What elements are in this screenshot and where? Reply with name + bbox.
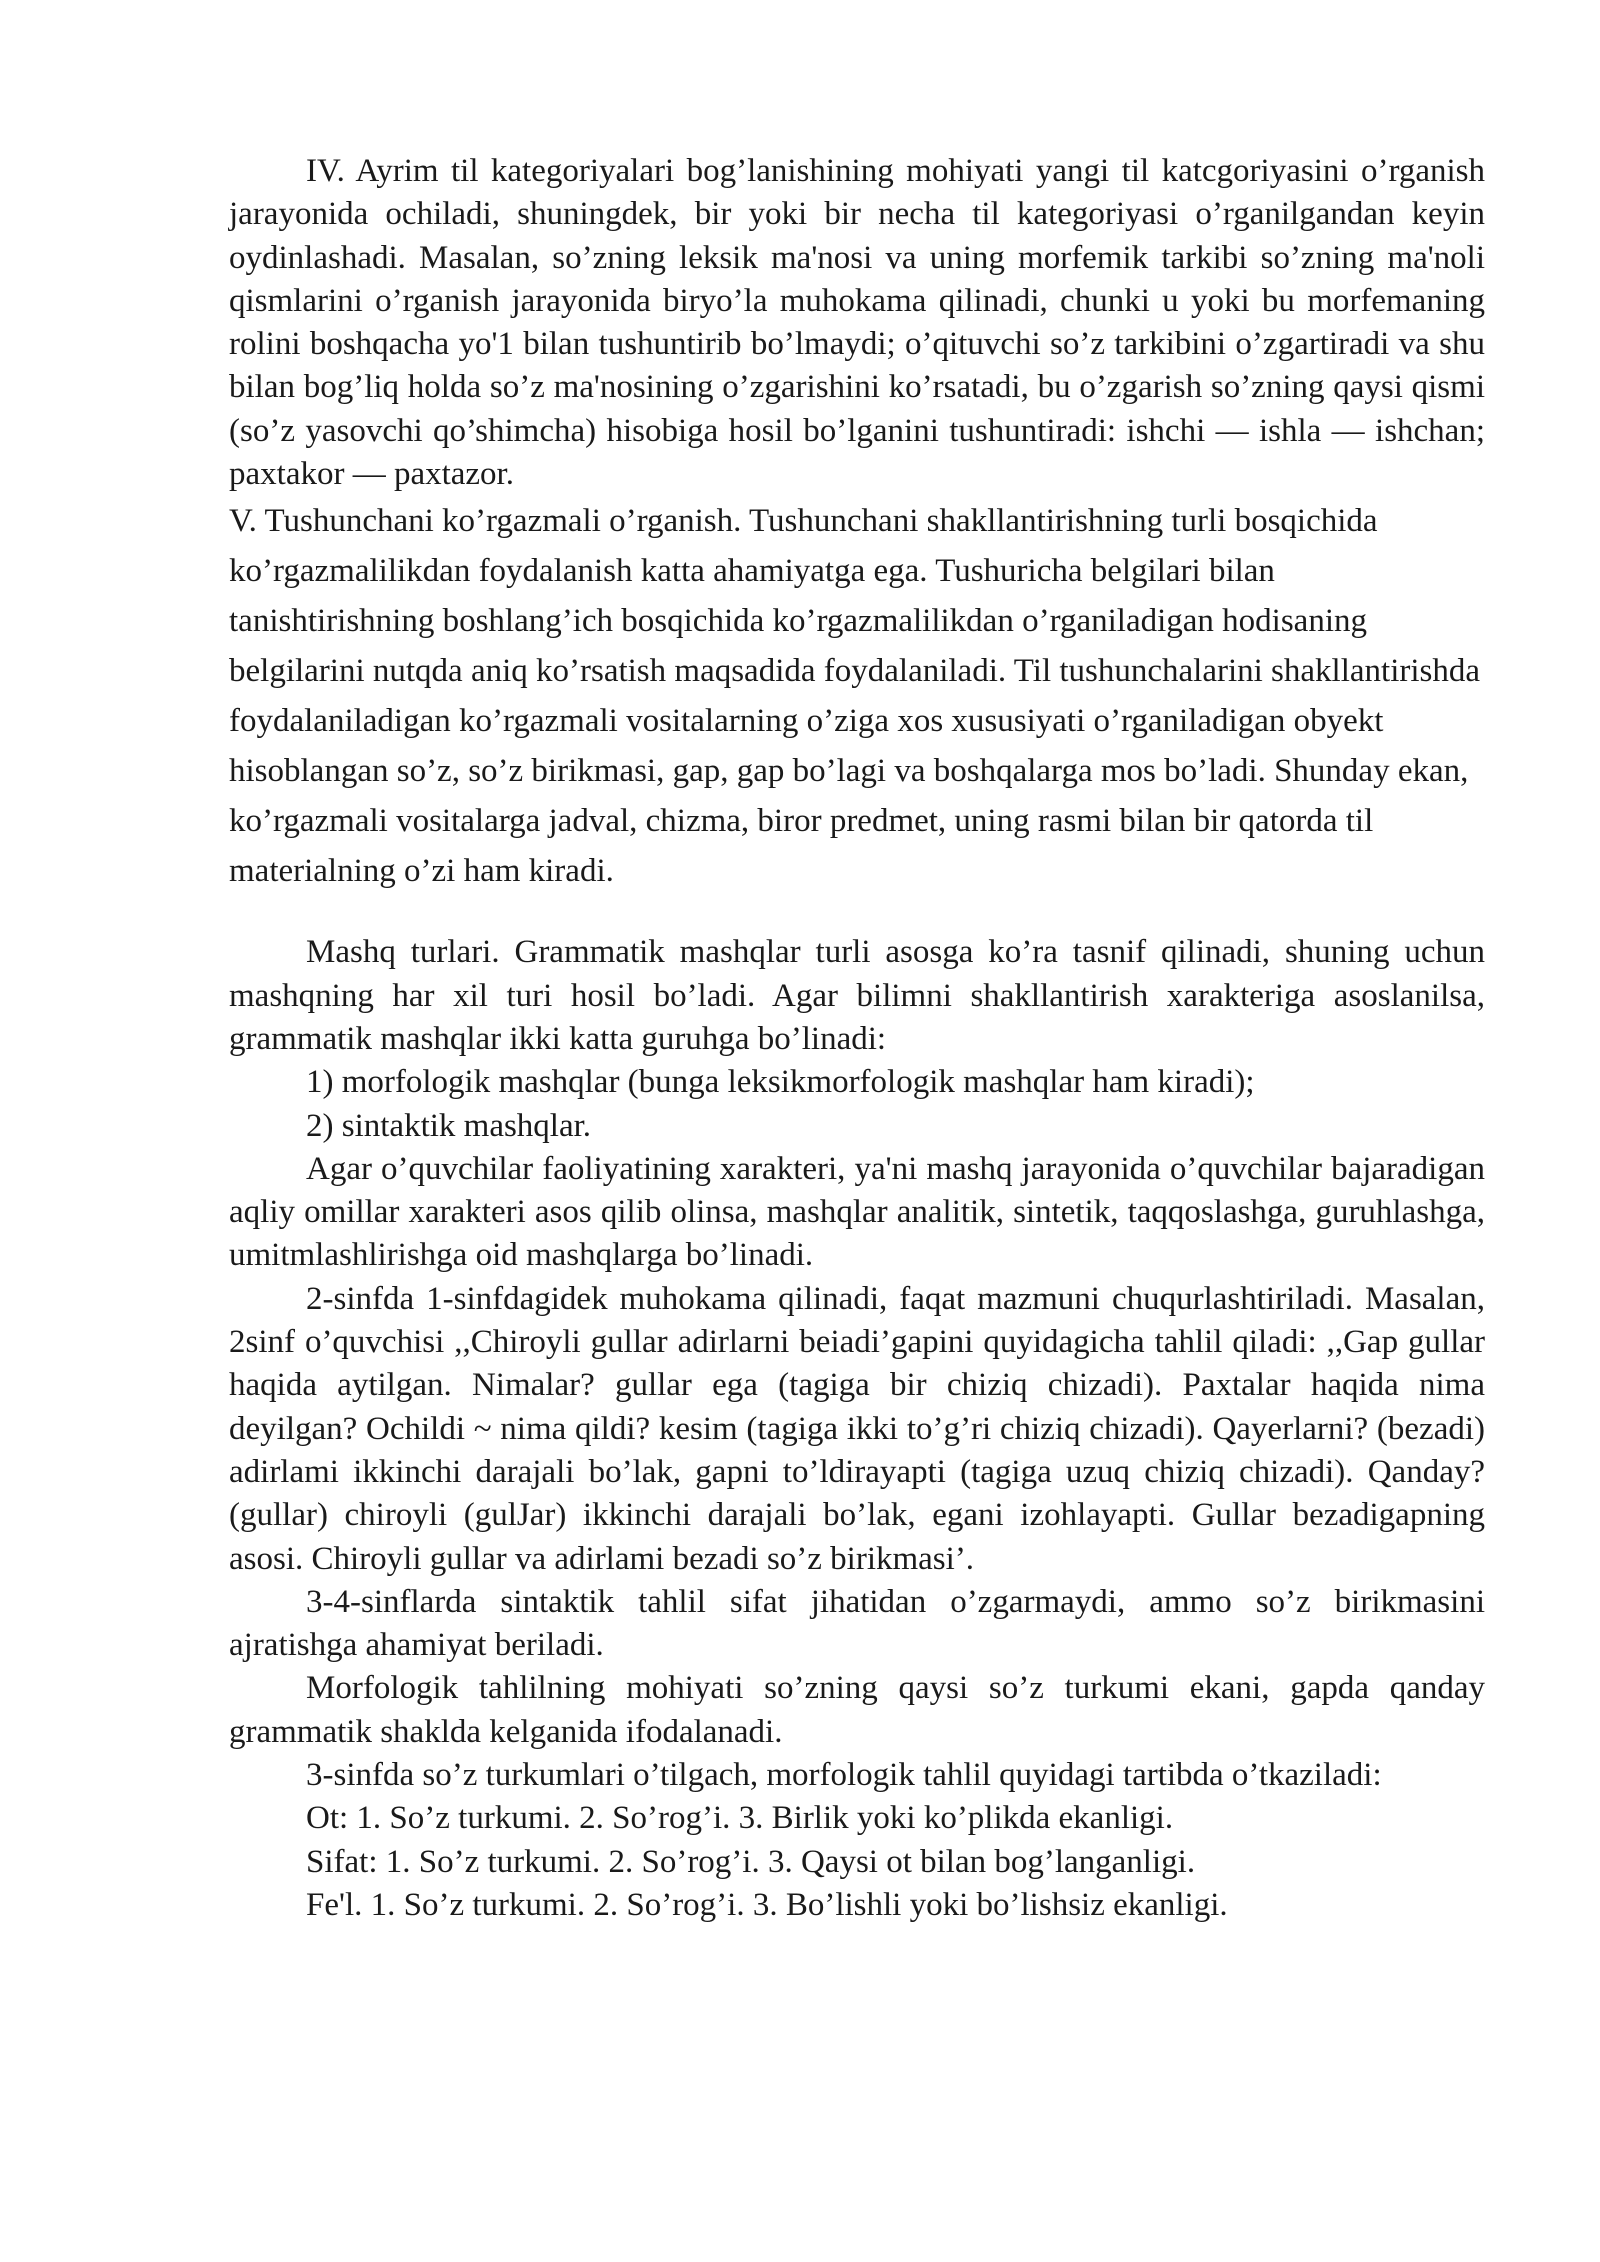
paragraph-mashq-turlari: Mashq turlari. Grammatik mashqlar turli asosga ko’ra tasnif qilinadi, shuning uchun mashqning har xil turi hosil bo’ladi. Agar bilimni shakllantirish xarakteriga asoslanilsa, grammatik mashqlar ikki katta guruhga bo’linadi: xyxy=(229,934,1485,1057)
analysis-line-ot: Ot: 1. So’z turkumi. 2. So’rog’i. 3. Birlik yoki ko’plikda ekanligi. xyxy=(306,1800,1174,1837)
document-page xyxy=(229,150,1485,1927)
list-item-sintaktik: 2) sintaktik mashqlar. xyxy=(306,1107,592,1144)
paragraph-section-v: V. Tushunchani ko’rgazmali o’rganish. Tushunchani shakllantirishning turli bosqichida ko’rgazmalilikdan foydalanish katta ahamiyatga ega. Tushuricha belgilari bilan tanishtirishning boshlang’ich bosqichida ko’rgazmalilikdan o’rganiladigan hodisaning belgilarini nutqda aniq ko’rsatish maqsadida foydalaniladi. Til tushunchalarini shakllantirishda foydalaniladigan ko’rgazmali vositalarning o’ziga xos xususiyati o’rganiladigan obyekt hisoblangan so’z, so’z birikmasi, gap, gap bo’lagi va boshqalarga mos bo’ladi. Shunday ekan, ko’rgazmali vositalarga jadval, chizma, biror predmet, uning rasmi bilan bir qatorda til materialning o’zi ham kiradi. xyxy=(229,503,1481,890)
paragraph-2-sinf: 2-sinfda 1-sinfdagidek muhokama qilinadi, faqat mazmuni chuqurlashtiriladi. Masalan, 2sinf o’quvchisi ,,Chiroyli gullar adirlarni beiadi’gapini quyidagicha tahlil qiladi: ,,Gap gullar haqida aytilgan. Nimalar? gullar ega (tagiga bir chiziq chizadi). Paxtalar haqida nima deyilgan? Ochildi ~ nima qildi? kesim (tagiga ikki to’g’ri chiziq chizadi). Qayerlarni? (bezadi) adirlami ikkinchi darajali bo’lak, gapni to’ldirayapti (tagiga uzuq chiziq chizadi). Qanday? (gullar) chiroyli (gulJar) ikkinchi darajali bo’lak, egani izohlayapti. Gullar bezadigapning asosi. Chiroyli gullar va adirlami bezadi so’z birikmasi’. xyxy=(229,1280,1485,1577)
paragraph-morfologik-tahlil: Morfologik tahlilning mohiyati so’zning qaysi so’z turkumi ekani, gapda qanday grammatik shaklda kelganida ifodalanadi. xyxy=(229,1670,1485,1750)
analysis-line-fel: Fe'l. 1. So’z turkumi. 2. So’rog’i. 3. Bo’lishli yoki bo’lishsiz ekanligi. xyxy=(306,1886,1228,1923)
paragraph-spacer xyxy=(229,896,1485,931)
analysis-line-sifat: Sifat: 1. So’z turkumi. 2. So’rog’i. 3. Qaysi ot bilan bog’langanligi. xyxy=(306,1843,1196,1880)
paragraph-agar: Agar o’quvchilar faoliyatining xarakteri, ya'ni mashq jarayonida o’quvchilar bajaradigan aqliy omillar xarakteri asos qilib olinsa, mashqlar analitik, sintetik, taqqoslashga, guruhlashga, umitmlashlirishga oid mashqlarga bo’linadi. xyxy=(229,1150,1485,1274)
paragraph-3-4-sinf: 3-4-sinflarda sintaktik tahlil sifat jihatidan o’zgarmaydi, ammo so’z birikmasini ajratishga ahamiyat beriladi. xyxy=(229,1583,1485,1664)
paragraph-3-sinf: 3-sinfda so’z turkumlari o’tilgach, morfologik tahlil quyidagi tartibda o’tkaziladi: xyxy=(306,1757,1382,1794)
list-item-morfologik: 1) morfologik mashqlar (bunga leksikmorfologik mashqlar ham kiradi); xyxy=(306,1064,1255,1101)
paragraph-section-iv: IV. Ayrim til kategoriyalari bog’lanishining mohiyati yangi til katcgoriyasini o’rganish jarayonida ochiladi, shuningdek, bir yoki bir necha til kategoriyasi o’rganilgandan keyin oydinlashadi. Masalan, so’zning leksik ma'nosi va uning morfemik tarkibi so’zning ma'noli qismlarini o’rganish jarayonida biryo’la muhokama qilinadi, chunki u yoki bu morfemaning rolini boshqacha yo'1 bilan tushuntirib bo’lmaydi; o’qituvchi so’z tarkibini o’zgartiradi va shu bilan bog’liq holda so’z ma'nosining o’zgarishini ko’rsatadi, bu o’zgarish so’zning qaysi qismi (so’z yasovchi qo’shimcha) hisobiga hosil bo’lganini tushuntiradi: ishchi — ishla — ishchan; paxtakor — paxtazor. xyxy=(229,153,1485,493)
